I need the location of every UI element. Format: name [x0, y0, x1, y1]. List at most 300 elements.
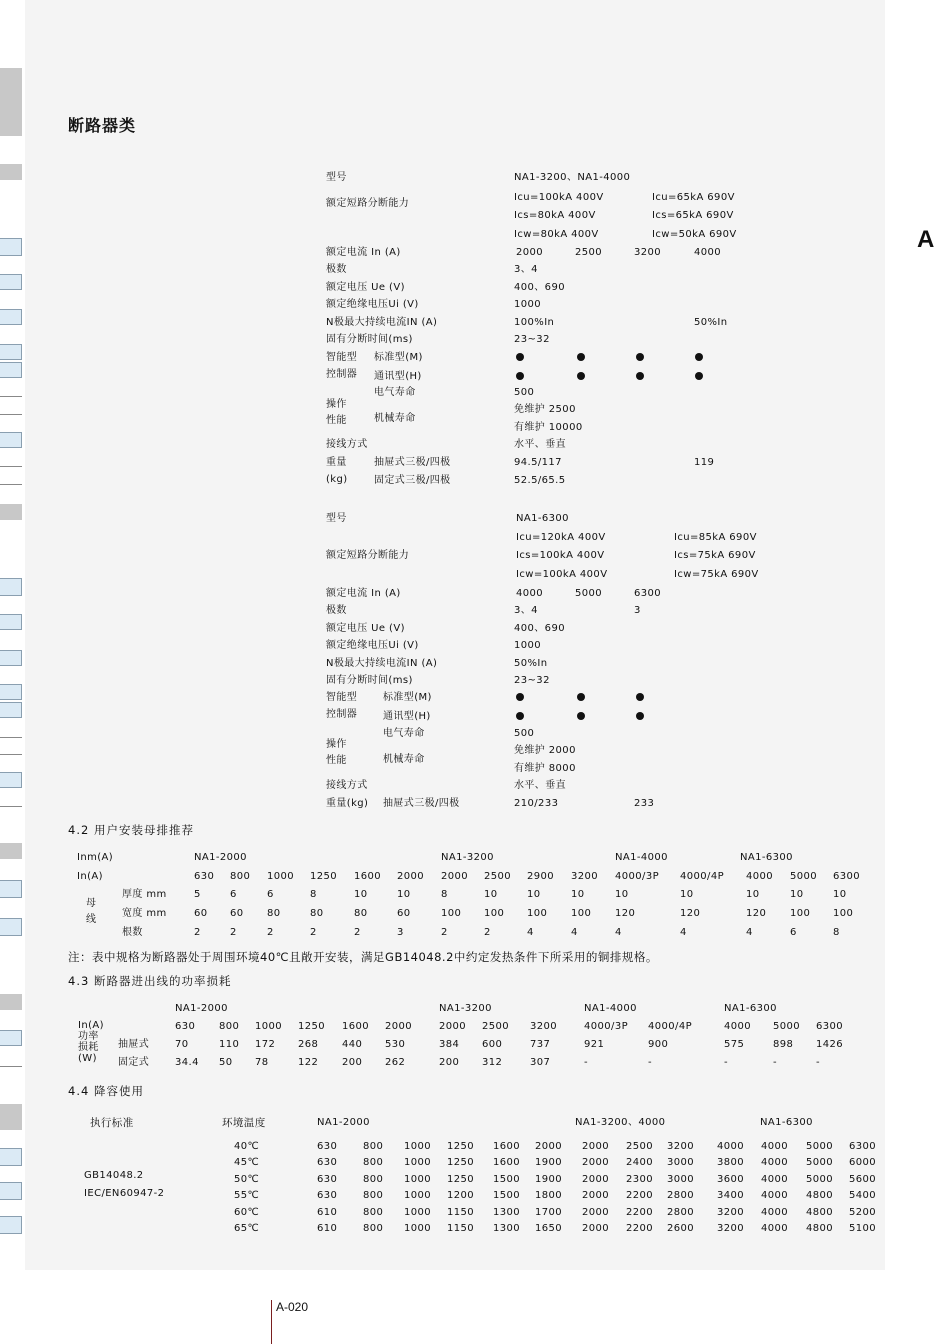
busbar-cell: 60 [194, 908, 208, 919]
busbar-cell: 2500 [484, 871, 512, 882]
loss-cell: 4000 [724, 1021, 752, 1032]
spec-value: Ics=80kA 400V [514, 210, 596, 221]
bullet-dot [516, 693, 524, 701]
derate-cell: 610 [317, 1223, 338, 1234]
loss-cell: 384 [439, 1039, 460, 1050]
derate-cell: 1650 [535, 1223, 563, 1234]
loss-cell: 3200 [530, 1021, 558, 1032]
loss-cell: 575 [724, 1039, 745, 1050]
side-tab[interactable] [0, 1216, 22, 1234]
derate-cell: 800 [363, 1173, 384, 1185]
side-tab[interactable] [0, 684, 22, 700]
side-tab-divider [0, 737, 22, 738]
side-tab[interactable] [0, 614, 22, 630]
busbar-cell: 4 [571, 927, 578, 938]
loss-cell: 122 [298, 1057, 319, 1068]
busbar-inm-label: Inm(A) [77, 852, 114, 863]
spec-label: 电气寿命 [383, 728, 425, 739]
spec-label: 极数 [326, 264, 347, 275]
bullet-dot [636, 693, 644, 701]
loss-cell: 800 [219, 1021, 240, 1032]
loss-cell: 70 [175, 1039, 189, 1050]
derate-cell: 2000 [582, 1190, 610, 1202]
busbar-cell: 120 [680, 908, 701, 919]
spec-value: 3、4 [514, 264, 538, 275]
spec-value: 23~32 [514, 334, 550, 345]
spec-label: 机械寿命 [374, 413, 416, 424]
loss-model-header: NA1-6300 [724, 1003, 777, 1014]
derate-temp-header: 环境温度 [222, 1117, 266, 1129]
busbar-cell: 4 [527, 927, 534, 938]
spec-label: 重量(kg) [326, 798, 369, 809]
derate-cell: 3600 [717, 1173, 745, 1185]
loss-side-label: 损耗 [78, 1042, 99, 1053]
derate-cell: 4000 [761, 1141, 789, 1152]
derate-cell: 630 [317, 1141, 338, 1152]
spec-label: 控制器 [326, 709, 358, 720]
page-number-rule [271, 1300, 272, 1344]
busbar-cell: 100 [571, 908, 592, 919]
busbar-cell: 100 [527, 908, 548, 919]
loss-cell: 1250 [298, 1021, 326, 1032]
derate-cell: 4800 [806, 1190, 834, 1202]
derate-temp: 65℃ [234, 1223, 260, 1234]
busbar-cell: 80 [267, 908, 281, 919]
busbar-cell: 3 [397, 927, 404, 938]
derate-cell: 800 [363, 1190, 384, 1202]
loss-model-header: NA1-4000 [584, 1003, 637, 1014]
derate-cell: 6000 [849, 1157, 877, 1169]
spec-value: 3、4 [514, 605, 538, 616]
section-heading-busbar: 4.2 用户安装母排推荐 [68, 823, 194, 837]
side-tab-divider [0, 414, 22, 415]
busbar-cell: 10 [680, 889, 694, 900]
side-tab[interactable] [0, 274, 22, 290]
loss-cell: 2000 [439, 1021, 467, 1032]
derate-cell: 2800 [667, 1190, 695, 1202]
derate-cell: 2800 [667, 1206, 695, 1218]
derate-temp: 45℃ [234, 1157, 260, 1169]
derate-cell: 3200 [667, 1141, 695, 1152]
derate-cell: 2200 [626, 1190, 654, 1202]
section-heading-loss: 4.3 断路器进出线的功率损耗 [68, 974, 232, 988]
busbar-cell: 4000/3P [615, 871, 660, 882]
side-tab-divider [0, 396, 22, 397]
loss-cell: - [724, 1057, 729, 1068]
bullet-dot [636, 353, 644, 361]
spec-label: 型号 [326, 513, 347, 524]
spec-value: Ics=65kA 690V [652, 210, 734, 221]
bullet-dot [516, 712, 524, 720]
side-tab[interactable] [0, 362, 22, 378]
busbar-in-label: In(A) [77, 871, 103, 882]
busbar-cell: 8 [441, 889, 448, 900]
derate-cell: 800 [363, 1223, 384, 1234]
loss-cell: 4000/4P [648, 1021, 693, 1032]
busbar-cell: 120 [615, 908, 636, 919]
spec-value: Icw=100kA 400V [516, 569, 608, 580]
derate-cell: 3800 [717, 1157, 745, 1169]
loss-cell: 78 [255, 1057, 269, 1068]
derate-cell: 2300 [626, 1173, 654, 1185]
spec-value: 免维护 2500 [514, 404, 576, 415]
busbar-side-label: 线 [86, 914, 97, 925]
spec-label: 固有分断时间(ms) [326, 675, 413, 686]
busbar-cell: 1600 [354, 871, 382, 882]
spec-value: NA1-6300 [516, 513, 569, 524]
bullet-dot [636, 372, 644, 380]
loss-cell: 898 [773, 1039, 794, 1050]
derate-cell: 4000 [717, 1141, 745, 1152]
loss-cell: 34.4 [175, 1057, 199, 1068]
side-tab[interactable] [0, 843, 22, 859]
bullet-dot [695, 372, 703, 380]
spec-label: 额定短路分断能力 [326, 550, 410, 561]
busbar-cell: 2 [354, 927, 361, 938]
spec-value: 23~32 [514, 675, 550, 686]
derate-temp: 50℃ [234, 1173, 260, 1185]
side-tab[interactable] [0, 880, 22, 898]
loss-cell: 900 [648, 1039, 669, 1050]
loss-cell: 2000 [385, 1021, 413, 1032]
side-tab[interactable] [0, 1182, 22, 1200]
side-tab-divider [0, 484, 22, 485]
busbar-cell: 100 [790, 908, 811, 919]
busbar-cell: 10 [571, 889, 585, 900]
side-tab[interactable] [0, 772, 22, 788]
spec-label: 额定电压 Ue (V) [326, 282, 405, 293]
spec-label: 接线方式 [326, 439, 368, 450]
derate-cell: 4000 [761, 1173, 789, 1185]
side-tab-divider [0, 466, 22, 467]
section-heading-derate: 4.4 降容使用 [68, 1084, 144, 1098]
derate-cell: 5400 [849, 1190, 877, 1202]
side-tab[interactable] [0, 918, 22, 936]
bullet-dot [516, 353, 524, 361]
derate-cell: 4000 [761, 1157, 789, 1169]
spec-label: 性能 [326, 755, 347, 766]
derate-cell: 1500 [493, 1190, 521, 1202]
busbar-cell: 60 [230, 908, 244, 919]
bullet-dot [577, 693, 585, 701]
loss-cell: 268 [298, 1039, 319, 1050]
busbar-cell: 6 [267, 889, 274, 900]
side-tab[interactable] [0, 578, 22, 596]
spec-label: 型号 [326, 172, 347, 183]
derate-cell: 1300 [493, 1223, 521, 1234]
spec-value: 119 [694, 457, 715, 468]
bullet-dot [636, 712, 644, 720]
busbar-model-header: NA1-6300 [740, 852, 793, 863]
busbar-cell: 800 [230, 871, 251, 882]
derate-cell: 3400 [717, 1190, 745, 1202]
bullet-dot [577, 372, 585, 380]
derate-cell: 2000 [582, 1157, 610, 1169]
spec-value: 100%In [514, 317, 555, 328]
busbar-cell: 100 [441, 908, 462, 919]
derate-cell: 3200 [717, 1223, 745, 1234]
derate-temp: 55℃ [234, 1190, 260, 1202]
loss-cell: - [584, 1057, 589, 1068]
busbar-cell: 120 [746, 908, 767, 919]
derate-cell: 1250 [447, 1173, 475, 1185]
loss-cell: 4000/3P [584, 1021, 629, 1032]
spec-label: 抽屉式三极/四极 [374, 457, 451, 468]
spec-value: Icu=120kA 400V [516, 532, 606, 543]
side-tab[interactable] [0, 650, 22, 666]
spec-label: 控制器 [326, 369, 358, 380]
derate-cell: 3200 [717, 1206, 745, 1218]
derate-cell: 4800 [806, 1206, 834, 1218]
loss-cell: 5000 [773, 1021, 801, 1032]
loss-row-label: 固定式 [118, 1057, 150, 1068]
busbar-cell: 2 [194, 927, 201, 938]
derate-temp: 40℃ [234, 1141, 260, 1152]
derate-cell: 5200 [849, 1206, 877, 1218]
derate-cell: 3000 [667, 1173, 695, 1185]
side-tab[interactable] [0, 1030, 22, 1046]
side-tab-divider [0, 806, 22, 807]
spec-label: 智能型 [326, 352, 358, 363]
spec-label: 极数 [326, 605, 347, 616]
busbar-cell: 2000 [397, 871, 425, 882]
derate-cell: 1600 [493, 1141, 521, 1152]
busbar-cell: 1000 [267, 871, 295, 882]
loss-cell: - [773, 1057, 778, 1068]
busbar-cell: 10 [790, 889, 804, 900]
derate-cell: 1300 [493, 1206, 521, 1218]
section-letter: A [917, 226, 935, 253]
spec-label: 额定电流 In (A) [326, 247, 401, 258]
derate-cell: 2000 [535, 1141, 563, 1152]
side-tab[interactable] [0, 432, 22, 448]
derate-cell: 2600 [667, 1223, 695, 1234]
busbar-cell: 6 [790, 927, 797, 938]
busbar-cell: 2 [267, 927, 274, 938]
spec-value: Ics=100kA 400V [516, 550, 605, 561]
side-tab[interactable] [0, 68, 22, 136]
loss-cell: - [648, 1057, 653, 1068]
busbar-cell: 100 [833, 908, 854, 919]
busbar-model-header: NA1-3200 [441, 852, 494, 863]
derate-cell: 1250 [447, 1141, 475, 1152]
busbar-cell: 1250 [310, 871, 338, 882]
spec-label: 固有分断时间(ms) [326, 334, 413, 345]
spec-value: 500 [514, 728, 535, 739]
loss-cell: 530 [385, 1039, 406, 1050]
spec-value: Icw=80kA 400V [514, 229, 599, 240]
derate-cell: 2000 [582, 1173, 610, 1185]
side-tab-divider [0, 1066, 22, 1067]
busbar-cell: 630 [194, 871, 215, 882]
derate-cell: 610 [317, 1206, 338, 1218]
derate-model-header: NA1-6300 [760, 1117, 813, 1128]
derate-cell: 1150 [447, 1223, 475, 1234]
spec-value: 1000 [514, 299, 542, 310]
busbar-cell: 8 [310, 889, 317, 900]
derate-cell: 1900 [535, 1173, 563, 1185]
bullet-dot [516, 372, 524, 380]
busbar-cell: 4 [615, 927, 622, 938]
derate-cell: 2000 [582, 1223, 610, 1234]
busbar-cell: 10 [527, 889, 541, 900]
busbar-cell: 4000/4P [680, 871, 725, 882]
loss-model-header: NA1-3200 [439, 1003, 492, 1014]
spec-label: 接线方式 [326, 780, 368, 791]
derate-cell: 2000 [582, 1206, 610, 1218]
busbar-cell: 2000 [441, 871, 469, 882]
side-tab[interactable] [0, 1104, 22, 1130]
page-title: 断路器类 [68, 116, 137, 135]
spec-value: 2000 [516, 247, 544, 258]
side-tab[interactable] [0, 309, 22, 325]
busbar-row-label: 根数 [122, 927, 143, 938]
busbar-cell: 60 [397, 908, 411, 919]
busbar-cell: 2 [441, 927, 448, 938]
derate-cell: 630 [317, 1190, 338, 1202]
busbar-cell: 10 [354, 889, 368, 900]
spec-value: 2500 [575, 247, 603, 258]
spec-label: 机械寿命 [383, 754, 425, 765]
spec-label: 额定绝缘电压Ui (V) [326, 299, 419, 310]
spec-value: 1000 [514, 640, 542, 651]
loss-in-label: In(A) [78, 1020, 104, 1031]
derate-cell: 1000 [404, 1190, 432, 1202]
busbar-cell: 2 [310, 927, 317, 938]
derate-cell: 4000 [761, 1223, 789, 1234]
busbar-cell: 3200 [571, 871, 599, 882]
derate-cell: 4800 [806, 1223, 834, 1234]
spec-label: 通讯型(H) [383, 711, 431, 722]
spec-value: 500 [514, 387, 535, 398]
page-sheet [25, 0, 885, 1270]
spec-value: 400、690 [514, 623, 565, 634]
side-tab[interactable] [0, 1148, 22, 1166]
derate-cell: 2200 [626, 1223, 654, 1234]
derate-cell: 1000 [404, 1206, 432, 1218]
spec-value: Ics=75kA 690V [674, 550, 756, 561]
busbar-cell: 10 [397, 889, 411, 900]
busbar-cell: 6300 [833, 871, 861, 882]
spec-label: 智能型 [326, 692, 358, 703]
spec-label: 抽屉式三极/四极 [383, 798, 460, 809]
spec-value: 水平、垂直 [514, 439, 566, 450]
derate-cell: 1900 [535, 1157, 563, 1169]
busbar-note: 注：表中规格为断路器处于周围环境40℃且敞开安装，满足GB14048.2中约定发热条件下所采用的铜排规格。 [68, 950, 658, 964]
spec-value: 免维护 2000 [514, 745, 576, 756]
side-tab[interactable] [0, 164, 22, 180]
busbar-cell: 10 [484, 889, 498, 900]
busbar-cell: 2900 [527, 871, 555, 882]
busbar-cell: 10 [833, 889, 847, 900]
spec-value: 有维护 10000 [514, 422, 583, 433]
loss-side-label: 功率 [78, 1031, 99, 1042]
busbar-cell: 10 [746, 889, 760, 900]
derate-standard: IEC/EN60947-2 [84, 1188, 165, 1199]
loss-cell: 307 [530, 1057, 551, 1068]
spec-value: 52.5/65.5 [514, 475, 566, 486]
spec-value: Icu=65kA 690V [652, 192, 735, 203]
spec-value: 6300 [634, 588, 662, 599]
spec-label: 操作 [326, 399, 347, 410]
side-tab[interactable] [0, 238, 22, 256]
spec-value: 有维护 8000 [514, 763, 576, 774]
loss-cell: 200 [439, 1057, 460, 1068]
derate-cell: 1250 [447, 1157, 475, 1169]
loss-cell: 312 [482, 1057, 503, 1068]
spec-label: 标准型(M) [374, 352, 423, 363]
busbar-cell: 4 [680, 927, 687, 938]
derate-cell: 800 [363, 1141, 384, 1152]
loss-cell: 1426 [816, 1039, 844, 1050]
derate-cell: 2400 [626, 1157, 654, 1169]
side-tab[interactable] [0, 504, 22, 520]
derate-cell: 1500 [493, 1173, 521, 1185]
derate-cell: 800 [363, 1157, 384, 1169]
derate-model-header: NA1-3200、4000 [575, 1117, 666, 1128]
derate-cell: 3000 [667, 1157, 695, 1169]
spec-value: Icw=75kA 690V [674, 569, 759, 580]
busbar-cell: 5 [194, 889, 201, 900]
spec-label: 标准型(M) [383, 692, 432, 703]
busbar-row-label: 厚度 mm [122, 889, 167, 900]
busbar-cell: 5000 [790, 871, 818, 882]
derate-cell: 4000 [761, 1190, 789, 1202]
bullet-dot [577, 353, 585, 361]
loss-row-label: 抽屉式 [118, 1039, 150, 1050]
derate-cell: 2200 [626, 1206, 654, 1218]
loss-cell: 200 [342, 1057, 363, 1068]
spec-value: 5000 [575, 588, 603, 599]
derate-cell: 5600 [849, 1173, 877, 1185]
loss-cell: 6300 [816, 1021, 844, 1032]
busbar-row-label: 宽度 mm [122, 908, 167, 919]
side-tab[interactable] [0, 344, 22, 360]
derate-cell: 630 [317, 1173, 338, 1185]
loss-cell: 110 [219, 1039, 240, 1050]
busbar-side-label: 母 [86, 898, 97, 909]
busbar-cell: 4000 [746, 871, 774, 882]
spec-value: 50%In [514, 658, 548, 669]
derate-cell: 5000 [806, 1141, 834, 1152]
loss-cell: 1000 [255, 1021, 283, 1032]
loss-cell: 172 [255, 1039, 276, 1050]
busbar-cell: 10 [615, 889, 629, 900]
derate-cell: 1000 [404, 1157, 432, 1169]
derate-cell: 5100 [849, 1223, 877, 1234]
derate-cell: 800 [363, 1206, 384, 1218]
derate-cell: 1800 [535, 1190, 563, 1202]
loss-cell: 2500 [482, 1021, 510, 1032]
side-tab[interactable] [0, 994, 22, 1010]
spec-value: 210/233 [514, 798, 559, 809]
derate-temp: 60℃ [234, 1206, 260, 1218]
side-tab[interactable] [0, 702, 22, 718]
derate-model-header: NA1-2000 [317, 1117, 370, 1128]
spec-value: NA1-3200、NA1-4000 [514, 172, 631, 183]
spec-label: 操作 [326, 739, 347, 750]
page-number: A-020 [276, 1300, 309, 1314]
derate-cell: 1200 [447, 1190, 475, 1202]
busbar-cell: 2 [230, 927, 237, 938]
derate-cell: 1700 [535, 1206, 563, 1218]
busbar-model-header: NA1-2000 [194, 852, 247, 863]
derate-cell: 1000 [404, 1223, 432, 1234]
busbar-cell: 8 [833, 927, 840, 938]
derate-cell: 5000 [806, 1173, 834, 1185]
spec-label: N极最大持续电流IN (A) [326, 317, 438, 328]
spec-label: 通讯型(H) [374, 371, 422, 382]
